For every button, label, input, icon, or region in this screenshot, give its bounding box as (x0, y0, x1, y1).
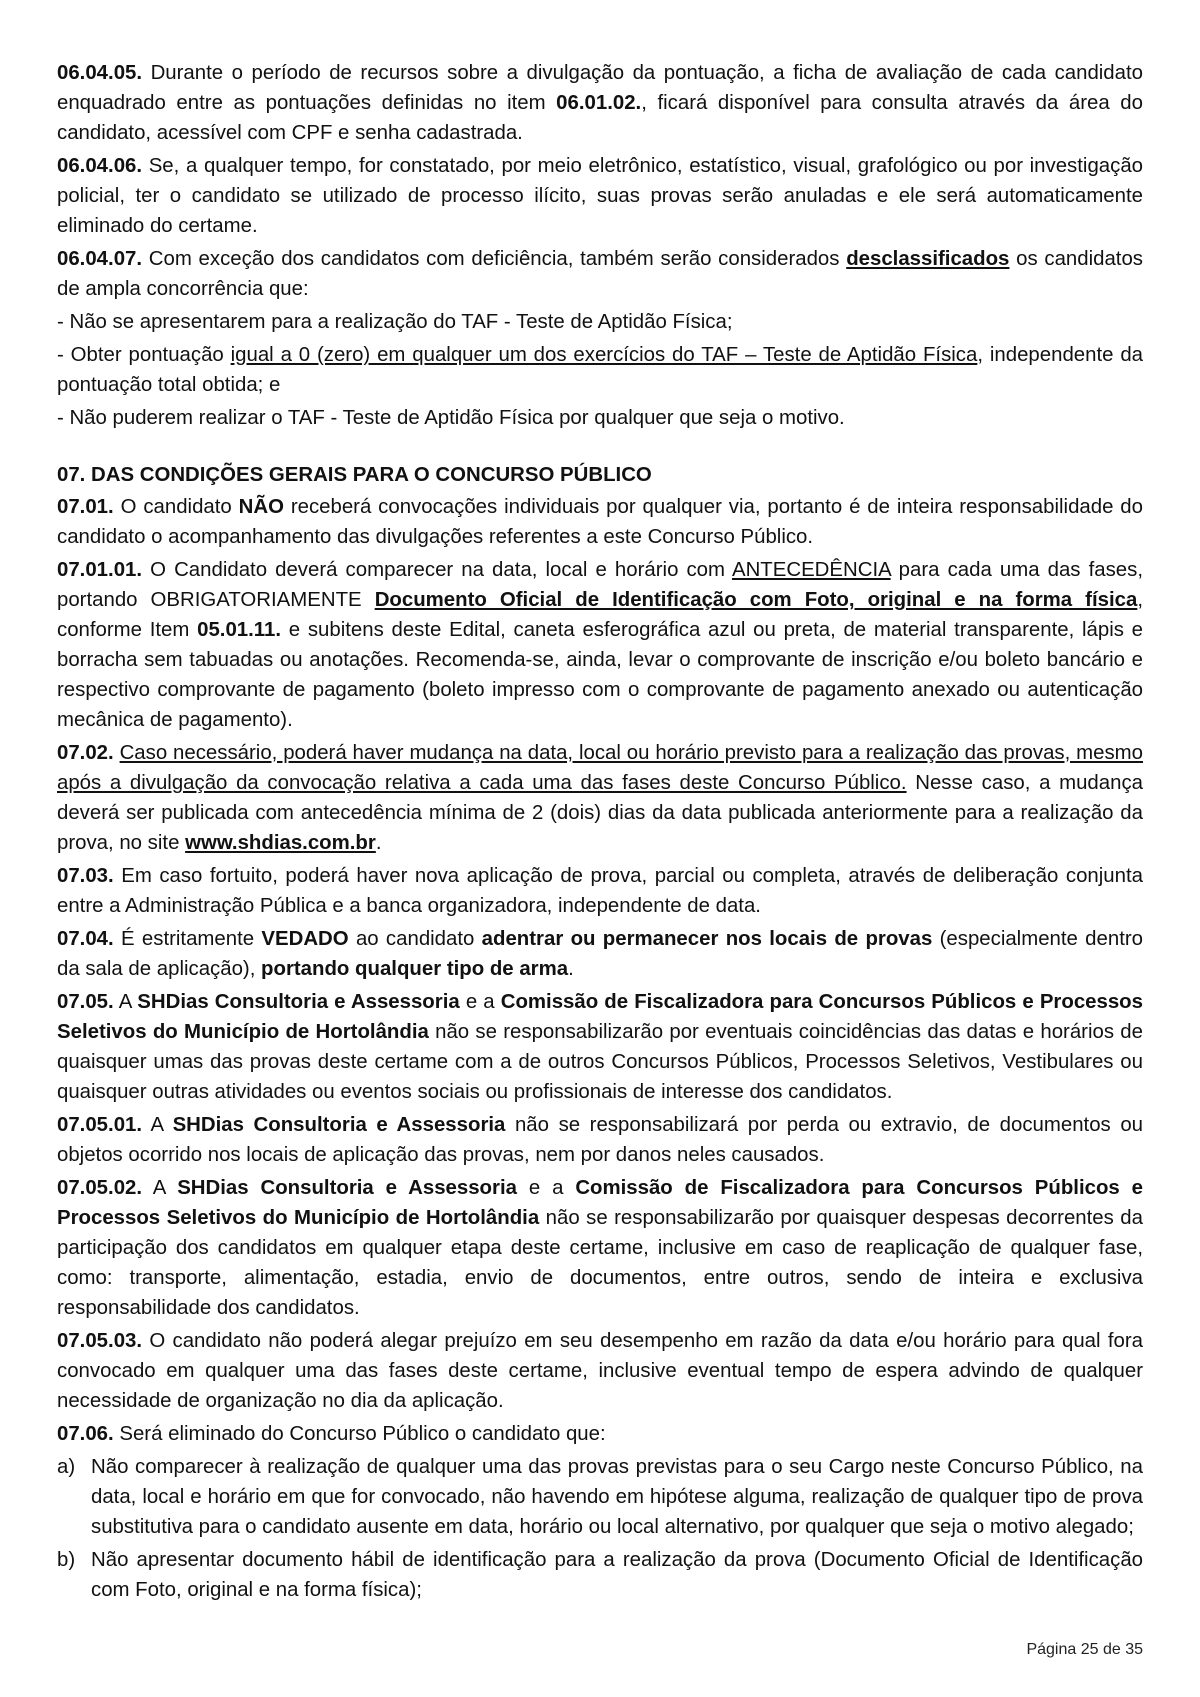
document-page (57, 58, 1143, 1608)
section-07-05-01: 07.05.01. A SHDias Consultoria e Assessoria não se responsabilizará por perda ou extravio, de documentos ou objetos ocorrido nos locais de aplicação das provas, nem por danos neles causados. (57, 1114, 1144, 1166)
section-07-03: 07.03. Em caso fortuito, poderá haver nova aplicação de prova, parcial ou completa, através de deliberação conjunta entre a Administração Pública e a banca organizadora, independente de data. (57, 865, 1143, 917)
list-item-label: b) (57, 1549, 76, 1571)
section-07-05-03: 07.05.03. O candidato não poderá alegar prejuízo em seu desempenho em razão da data e/ou horário para qual fora convocado em qualquer uma das fases deste certame, inclusive eventual tempo de espera advindo de qualquer necessidade de organização no dia da aplicação. (57, 1330, 1143, 1412)
section-06-04-06: 06.04.06. Se, a qualquer tempo, for constatado, por meio eletrônico, estatístico, visual, grafológico ou por investigação policial, ter o candidato se utilizado de processo ilícito, suas provas serão anuladas e ele será automaticamente eliminado do certame. (57, 155, 1143, 237)
section-07-05-02: 07.05.02. A SHDias Consultoria e Assessoria e a Comissão de Fiscalizadora para Concursos Públicos e Processos Seletivos do Município de Hortolândia não se responsabilizarão por quaisquer despesas decorrentes da participação dos candidatos em qualquer etapa deste certame, inclusive em caso de reaplicação de qualquer fase, como: transporte, alimentação, estadia, envio de documentos, entre outros, sendo de inteira e exclusiva responsabilidade dos candidatos. (57, 1177, 1143, 1319)
section-heading-07: 07. DAS CONDIÇÕES GERAIS PARA O CONCURSO PÚBLICO (57, 464, 652, 486)
section-07-02: 07.02. Caso necessário, poderá haver mudança na data, local ou horário previsto para a realização das provas, mesmo após a divulgação da convocação relativa a cada uma das fases deste Concurso Público. Nesse caso, a mudança deverá ser publicada com antecedência mínima de 2 (dois) dias da data publicada anteriormente para a realização da prova, no site www.shdias.com.br. (57, 742, 1143, 854)
section-07-01-01: 07.01.01. O Candidato deverá comparecer na data, local e horário com ANTECEDÊNCIA para cada uma das fases, portando OBRIGATORIAMENTE Documento Oficial de Identificação com Foto, original e na forma física, conforme Item 05.01.11. e subitens deste Edital, caneta esferográfica azul ou preta, de material transparente, lápis e borracha sem tabuadas ou anotações. Recomenda-se, ainda, levar o comprovante de inscrição e/ou boleto bancário e respectivo comprovante de pagamento (boleto impresso com o comprovante de pagamento anexado ou autenticação mecânica de pagamento). (57, 559, 1144, 731)
section-07-06: 07.06. Será eliminado do Concurso Público o candidato que: (57, 1423, 606, 1445)
list-item-text: Não comparecer à realização de qualquer uma das provas previstas para o seu Cargo neste Concurso Público, na data, local e horário em que for convocado, não havendo em hipótese alguma, realização de qualquer tipo de prova substitutiva para o candidato ausente em data, horário ou local alternativo, por qualquer que seja o motivo alegado; (91, 1456, 1143, 1538)
section-07-04: 07.04. É estritamente VEDADO ao candidato adentrar ou permanecer nos locais de provas (especialmente dentro da sala de aplicação), portando qualquer tipo de arma. (57, 928, 1144, 980)
bullet-line: - Não puderem realizar o TAF - Teste de Aptidão Física por qualquer que seja o motivo. (57, 407, 845, 429)
website-link[interactable]: www.shdias.com.br (185, 832, 376, 854)
list-item (57, 1545, 1143, 1605)
section-06-04-05: 06.04.05. Durante o período de recursos sobre a divulgação da pontuação, a ficha de avaliação de cada candidato enquadrado entre as pontuações definidas no item 06.01.02., ficará disponível para consulta através da área do candidato, acessível com CPF e senha cadastrada. (57, 62, 1143, 144)
bullet-line: - Obter pontuação igual a 0 (zero) em qualquer um dos exercícios do TAF – Teste de Aptidão Física, independente da pontuação total obtida; e (57, 344, 1144, 396)
page-number: Página 25 de 35 (1026, 1641, 1143, 1658)
list-item (57, 1452, 1143, 1542)
section-06-04-07: 06.04.07. Com exceção dos candidatos com deficiência, também serão considerados desclassificados os candidatos de ampla concorrência que: (57, 248, 1143, 300)
list-item-label: a) (57, 1456, 76, 1478)
list-item-text: Não apresentar documento hábil de identificação para a realização da prova (Documento Oficial de Identificação com Foto, original e na forma física); (91, 1549, 1143, 1601)
section-07-05: 07.05. A SHDias Consultoria e Assessoria e a Comissão de Fiscalizadora para Concursos Públicos e Processos Seletivos do Município de Hortolândia não se responsabilizarão por eventuais coincidências das datas e horários de quaisquer umas das provas deste certame com a de outros Concursos Públicos, Processos Seletivos, Vestibulares ou quaisquer outras atividades ou eventos sociais ou profissionais de interesse dos candidatos. (57, 991, 1143, 1103)
bullet-line: - Não se apresentarem para a realização do TAF - Teste de Aptidão Física; (57, 311, 733, 333)
section-07-01: 07.01. O candidato NÃO receberá convocações individuais por qualquer via, portanto é de inteira responsabilidade do candidato o acompanhamento das divulgações referentes a este Concurso Público. (57, 496, 1143, 548)
